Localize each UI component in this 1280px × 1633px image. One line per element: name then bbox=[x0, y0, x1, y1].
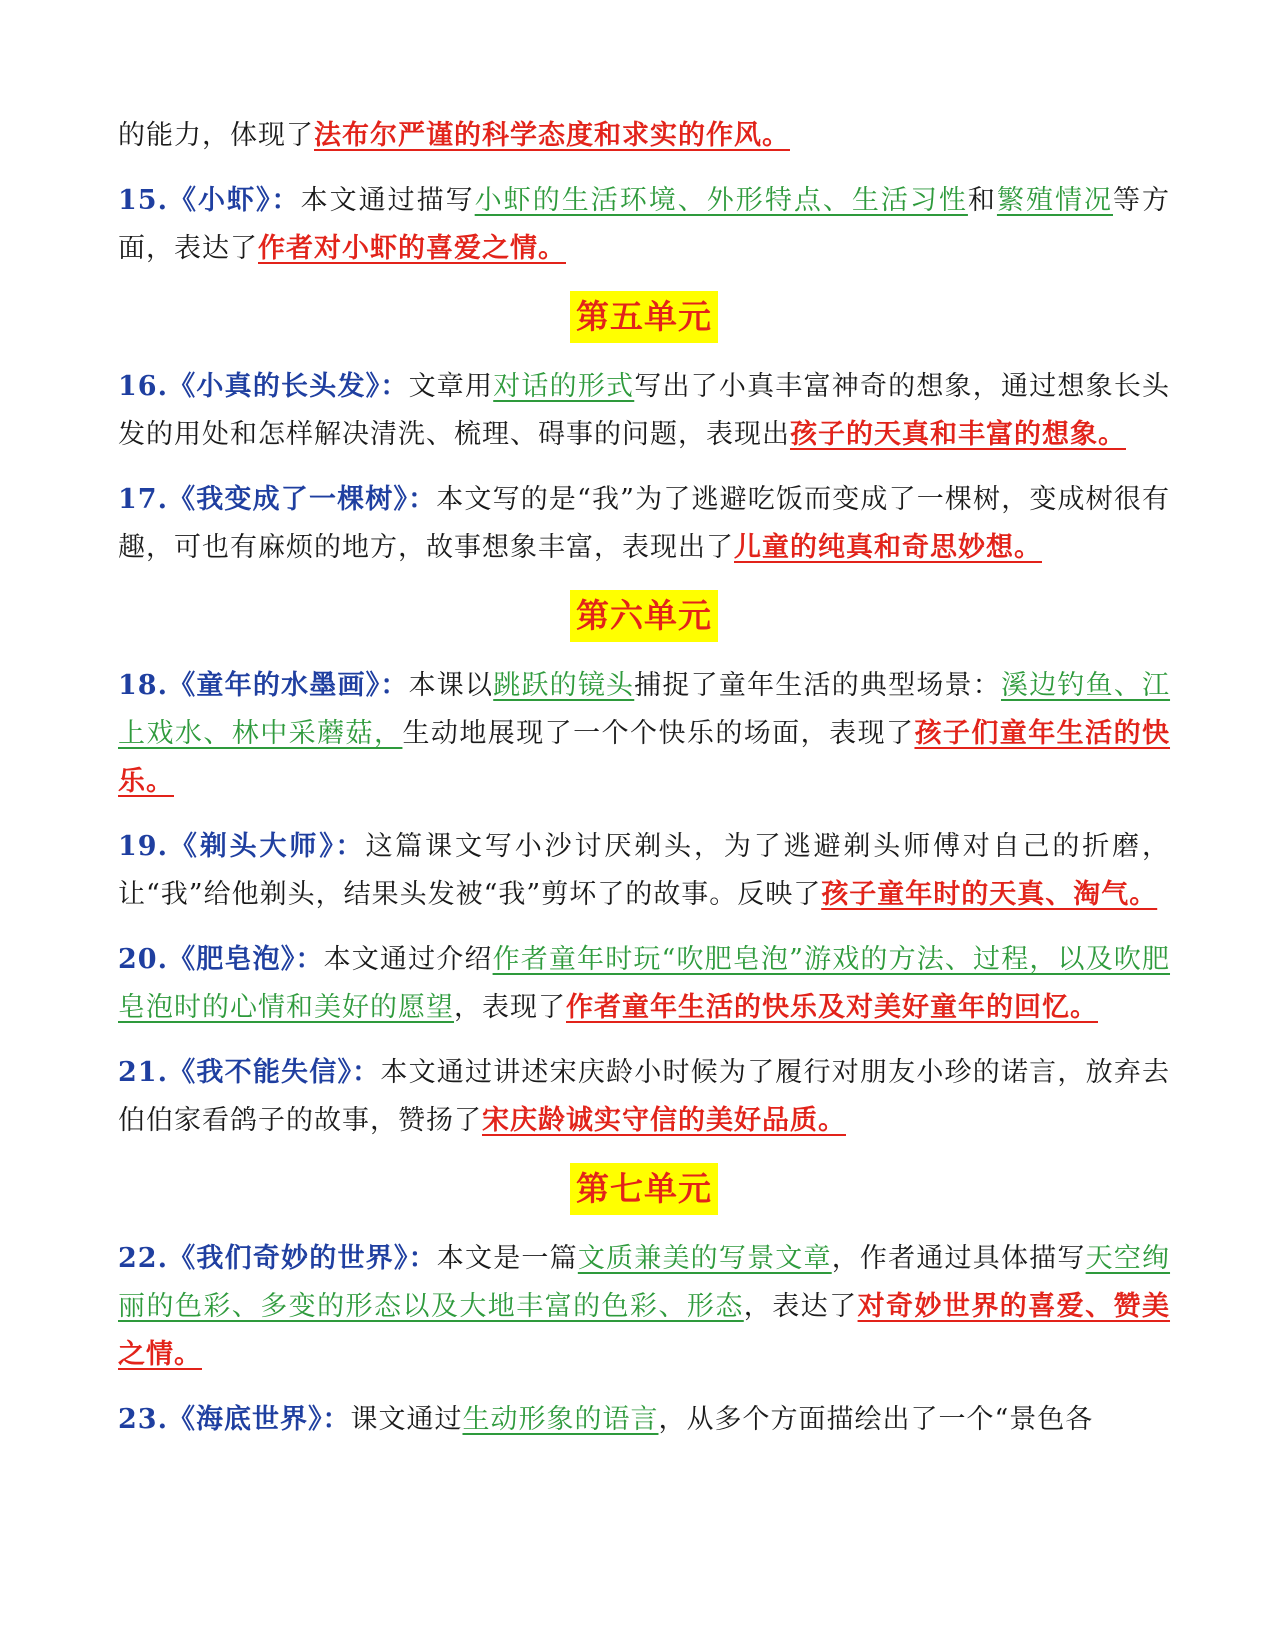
green-highlight: 天空绚丽的色彩、多变的形态以及大地丰富的色彩、形态 bbox=[118, 1243, 1171, 1322]
lesson-title: 《肥皂泡》： bbox=[167, 944, 324, 975]
item-number: 15. bbox=[118, 185, 168, 216]
plain-text: 等方面，表达了 bbox=[118, 185, 1171, 264]
red-highlight: 作者童年生活的快乐及对美好童年的回忆。 bbox=[566, 992, 1098, 1023]
green-highlight: 繁殖情况 bbox=[996, 185, 1113, 216]
plain-text: 捕捉了童年生活的典型场景： bbox=[634, 670, 1001, 701]
green-highlight: 小虾的生活环境、外形特点、生活习性 bbox=[474, 185, 968, 216]
lesson-title: 《剃头大师》： bbox=[167, 831, 366, 862]
paragraph-23 bbox=[118, 1396, 1170, 1444]
plain-text: 本文写的是“我”为了逃避吃饭而变成了一棵树，变成树很有趣，可也有麻烦的地方，故事想象丰富，表现出了 bbox=[118, 484, 1171, 563]
paragraph-15 bbox=[118, 177, 1170, 273]
red-highlight: 孩子童年时的天真、淘气。 bbox=[821, 879, 1158, 910]
unit-heading-5 bbox=[118, 291, 1170, 343]
item-number: 17. bbox=[118, 484, 168, 515]
lesson-title: 《小真的长头发》： bbox=[167, 371, 409, 402]
paragraph-18 bbox=[118, 662, 1170, 806]
paragraph-19 bbox=[118, 823, 1170, 919]
unit-heading-label: 第七单元 bbox=[570, 1163, 718, 1215]
plain-text: 的能力，体现了 bbox=[118, 120, 314, 151]
plain-text: 本文通过描写 bbox=[300, 185, 475, 216]
green-highlight: 作者童年时玩“吹肥皂泡”游戏的方法、过程，以及吹肥皂泡时的心情和美好的愿望 bbox=[118, 944, 1171, 1023]
paragraph-17 bbox=[118, 476, 1170, 572]
lesson-title: 《童年的水墨画》： bbox=[167, 670, 409, 701]
plain-text: ，表现了 bbox=[454, 992, 566, 1023]
item-number: 20. bbox=[118, 944, 168, 975]
paragraph-16 bbox=[118, 363, 1170, 459]
lesson-title: 《小虾》： bbox=[167, 185, 301, 216]
paragraph-20 bbox=[118, 936, 1170, 1032]
plain-text: 文章用 bbox=[408, 371, 494, 402]
red-highlight: 对奇妙世界的喜爱、赞美之情。 bbox=[118, 1291, 1171, 1370]
lesson-title: 《海底世界》： bbox=[167, 1404, 351, 1435]
plain-text: 写出了小真丰富神奇的想象，通过想象长头发的用处和怎样解决清洗、梳理、碍事的问题，表现出 bbox=[118, 371, 1171, 450]
plain-text: ，作者通过具体描写 bbox=[831, 1243, 1086, 1274]
paragraph-21 bbox=[118, 1049, 1170, 1145]
plain-text: 这篇课文写小沙讨厌剃头，为了逃避剃头师傅对自己的折磨，让“我”给他剃头，结果头发被“我”剪坏了的故事。反映了 bbox=[118, 831, 1171, 910]
paragraph-22 bbox=[118, 1235, 1170, 1379]
document-page bbox=[118, 112, 1170, 1461]
green-highlight: 跳跃的镜头 bbox=[493, 670, 635, 701]
green-highlight: 生动形象的语言 bbox=[462, 1404, 659, 1435]
plain-text: 课文通过 bbox=[350, 1404, 463, 1435]
item-number: 21. bbox=[118, 1057, 168, 1088]
unit-heading-7 bbox=[118, 1163, 1170, 1215]
lesson-title: 《我不能失信》： bbox=[167, 1057, 381, 1088]
plain-text: 和 bbox=[967, 185, 997, 216]
plain-text: 本文是一篇 bbox=[436, 1243, 578, 1274]
lesson-title: 《我变成了一棵树》： bbox=[167, 484, 437, 515]
red-highlight: 孩子们童年生活的快乐。 bbox=[118, 718, 1171, 797]
red-highlight: 儿童的纯真和奇思妙想。 bbox=[734, 532, 1042, 563]
item-number: 16. bbox=[118, 371, 168, 402]
item-number: 23. bbox=[118, 1404, 168, 1435]
red-highlight: 宋庆龄诚实守信的美好品质。 bbox=[482, 1105, 846, 1136]
green-highlight: 文质兼美的写景文章 bbox=[577, 1243, 832, 1274]
plain-text: ，表达了 bbox=[743, 1291, 858, 1322]
green-highlight: 溪边钓鱼、江上戏水、林中采蘑菇， bbox=[118, 670, 1171, 749]
red-highlight: 法布尔严谨的科学态度和求实的作风。 bbox=[314, 120, 790, 151]
item-number: 22. bbox=[118, 1243, 168, 1274]
green-highlight: 对话的形式 bbox=[493, 371, 635, 402]
item-number: 19. bbox=[118, 831, 168, 862]
red-highlight: 孩子的天真和丰富的想象。 bbox=[790, 419, 1126, 450]
lesson-title: 《我们奇妙的世界》： bbox=[167, 1243, 437, 1274]
unit-heading-label: 第六单元 bbox=[570, 590, 718, 642]
plain-text: ，从多个方面描绘出了一个“景色各 bbox=[658, 1404, 1094, 1435]
item-number: 18. bbox=[118, 670, 168, 701]
unit-heading-6 bbox=[118, 590, 1170, 642]
red-highlight: 作者对小虾的喜爱之情。 bbox=[258, 233, 566, 264]
unit-heading-label: 第五单元 bbox=[570, 291, 718, 343]
plain-text: 本文通过讲述宋庆龄小时候为了履行对朋友小珍的诺言，放弃去伯伯家看鸽子的故事，赞扬了 bbox=[118, 1057, 1171, 1136]
plain-text: 生动地展现了一个个快乐的场面，表现了 bbox=[402, 718, 915, 749]
paragraph-14-end bbox=[118, 112, 1170, 160]
plain-text: 本文通过介绍 bbox=[323, 944, 493, 975]
plain-text: 本课以 bbox=[408, 670, 494, 701]
